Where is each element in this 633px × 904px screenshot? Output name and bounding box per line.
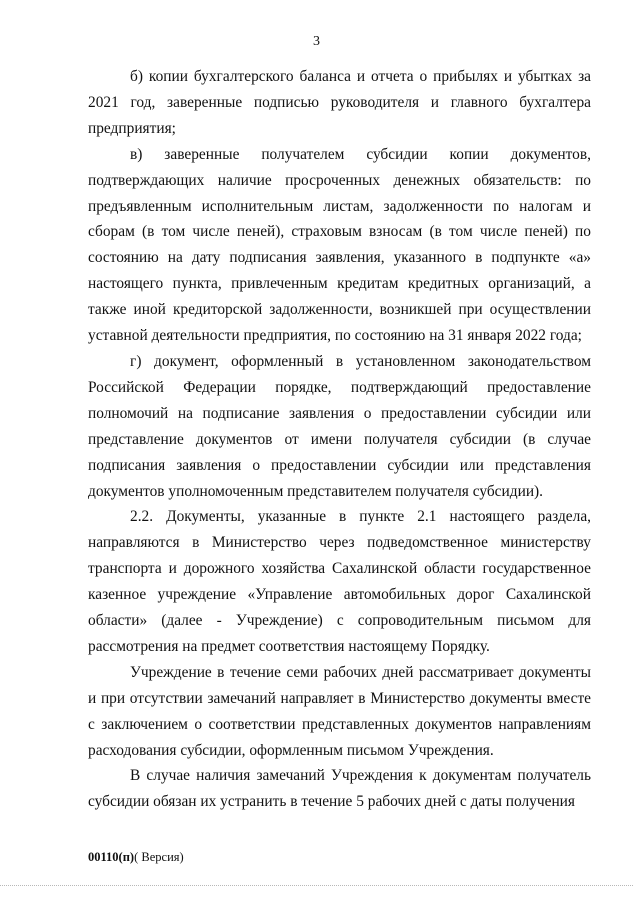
paragraph-remarks: В случае наличия замечаний Учреждения к документам получатель субсидии обязан их устранить в течение 5 рабочих дней с даты получения xyxy=(88,767,591,811)
paragraph-institution-review: Учреждение в течение семи рабочих дней рассматривает документы и при отсутствии замечаний направляет в Министерство документы вместе с заключением о соответствии представленных документов направлениям расходования субсидии, оформленным письмом Учреждения. xyxy=(88,663,591,759)
paragraph-v: в) заверенные получателем субсидии копии документов, подтверждающих наличие просроченных денежных обязательств: по предъявленным исполнительным листам, задолженности по налогам и сборам (в том числе пеней), страховым взносам (в том числе пеней) по состоянию на дату подписания заявления, указанного в подпункте «а» настоящего пункта, привлеченным кредитам кредитных организаций, а также иной кредиторской задолженности, возникшей при осуществлении уставной деятельности предприятия, по состоянию на 31 января 2022 года; xyxy=(88,145,591,345)
paragraph-2-2: 2.2. Документы, указанные в пункте 2.1 настоящего раздела, направляются в Министерство через подведомственное министерству транспорта и дорожного хозяйства Сахалинской области государственное казенное учреждение «Управление автомобильных дорог Сахалинской области» (далее - Учреждение) с сопроводительным письмом для рассмотрения на предмет соответствия настоящему Порядку. xyxy=(88,508,591,655)
page-number: 3 xyxy=(313,34,320,49)
document-code: 00110(п) xyxy=(88,850,135,864)
document-version: ( Версия) xyxy=(134,850,184,864)
paragraph-b: б) копии бухгалтерского баланса и отчета о прибылях и убытках за 2021 год, заверенные подписью руководителя и главного бухгалтера предприятия; xyxy=(88,68,591,137)
footer-document-code xyxy=(88,850,184,865)
document-body xyxy=(88,64,591,815)
paragraph-g: г) документ, оформленный в установленном законодательством Российской Федерации порядке, подтверждающий предоставление полномочий на подписание заявления о предоставлении субсидии или представление документов от имени получателя субсидии (в случае подписания заявления о предоставлении субсидии или представления документов уполномоченным представителем получателя субсидии). xyxy=(88,352,591,500)
scan-edge-line xyxy=(0,885,633,886)
